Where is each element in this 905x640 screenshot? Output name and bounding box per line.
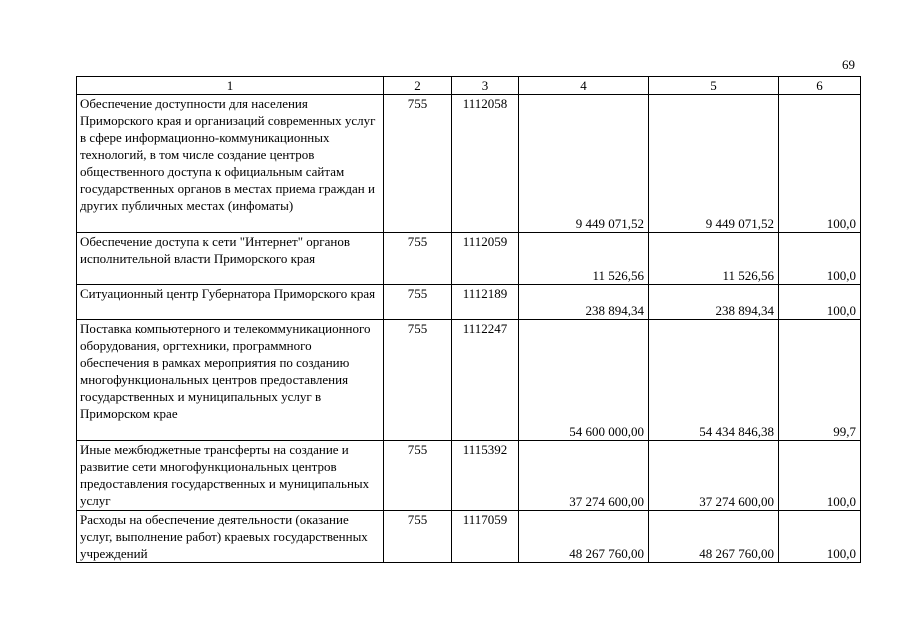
column-header: 2 [384,77,452,95]
grbs-code: 755 [384,511,452,563]
grbs-code: 755 [384,95,452,233]
table-row [77,285,861,320]
expense-name: Поставка компьютерного и телекоммуникационного оборудования, оргтехники, программного обеспечения в рамках мероприятия по созданию многофункциональных центров предоставления государственных и муниципальных услуг в Приморском крае [77,320,384,441]
grbs-code: 755 [384,320,452,441]
expense-name: Обеспечение доступа к сети "Интернет" органов исполнительной власти Приморского края [77,233,384,285]
column-header: 5 [649,77,779,95]
budget-table [76,76,861,563]
column-header: 4 [519,77,649,95]
grbs-code: 755 [384,285,452,320]
execution-percent: 100,0 [779,285,861,320]
expense-name: Обеспечение доступности для населения Приморского края и организаций современных услуг в сфере информационно-коммуникационных технологий, в том числе создание центров общественного доступа к официальным сайтам государственных органов в местах приема граждан и других публичных местах (инфоматы) [77,95,384,233]
table-row [77,320,861,441]
target-code: 1117059 [452,511,519,563]
execution-percent: 100,0 [779,95,861,233]
target-code: 1115392 [452,441,519,511]
plan-amount: 48 267 760,00 [519,511,649,563]
target-code: 1112058 [452,95,519,233]
column-header: 3 [452,77,519,95]
table-row [77,511,861,563]
table-row [77,233,861,285]
target-code: 1112059 [452,233,519,285]
table-row [77,441,861,511]
plan-amount: 238 894,34 [519,285,649,320]
column-header: 6 [779,77,861,95]
target-code: 1112189 [452,285,519,320]
execution-percent: 100,0 [779,441,861,511]
page-number: 69 [842,57,855,72]
fact-amount: 54 434 846,38 [649,320,779,441]
plan-amount: 37 274 600,00 [519,441,649,511]
expense-name: Расходы на обеспечение деятельности (оказание услуг, выполнение работ) краевых государственных учреждений [77,511,384,563]
grbs-code: 755 [384,441,452,511]
plan-amount: 11 526,56 [519,233,649,285]
plan-amount: 9 449 071,52 [519,95,649,233]
target-code: 1112247 [452,320,519,441]
plan-amount: 54 600 000,00 [519,320,649,441]
table-row [77,95,861,233]
fact-amount: 11 526,56 [649,233,779,285]
fact-amount: 48 267 760,00 [649,511,779,563]
column-number-row [77,77,861,95]
expense-name: Иные межбюджетные трансферты на создание и развитие сети многофункциональных центров предоставления государственных и муниципальных услуг [77,441,384,511]
column-header: 1 [77,77,384,95]
fact-amount: 238 894,34 [649,285,779,320]
expense-name: Ситуационный центр Губернатора Приморского края [77,285,384,320]
execution-percent: 100,0 [779,233,861,285]
execution-percent: 100,0 [779,511,861,563]
execution-percent: 99,7 [779,320,861,441]
fact-amount: 9 449 071,52 [649,95,779,233]
fact-amount: 37 274 600,00 [649,441,779,511]
grbs-code: 755 [384,233,452,285]
